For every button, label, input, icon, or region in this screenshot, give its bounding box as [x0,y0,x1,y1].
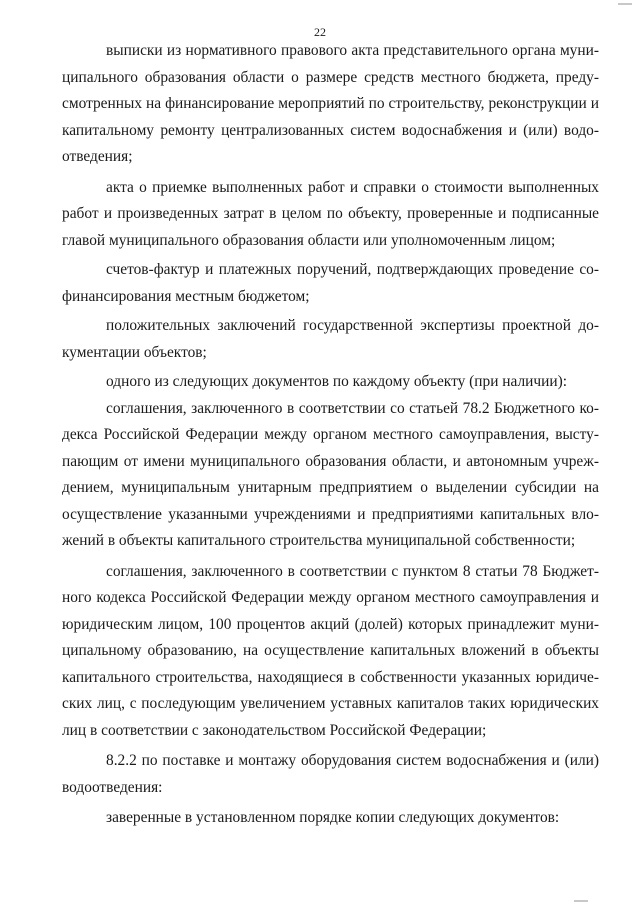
paragraph-invoices: счетов-фактур и платежных поручений, подтверждающих проведение софинансирования местным бюджетом; [62,261,599,305]
document-body [62,38,599,832]
paragraph-budget-extract: выписки из нормативного правового акта представительного органа муниципального образования области о размере средств местного бюджета, предусмотренных на финансирование мероприятий по строительству, реконструкции и капитальному ремонту централизованных систем водоснабжения и (или) водоотведения; [62,42,599,165]
paragraph-agreement-78-2: соглашения, заключенного в соответствии со статьей 78.2 Бюджетного кодекса Российской Федерации между органом местного самоуправления, выступающим от имени муниципального образования области, и автономным учреждением, муниципальным унитарным предприятием о выделении субсидии на осуществление указанными учреждениями и предприятиями капитальных вложений в объекты капитального строительства муниципальной собственности; [62,399,599,549]
paragraph-section-8-2-2: 8.2.2 по поставке и монтажу оборудования систем водоснабжения и (или) водоотведения: [62,752,599,796]
paragraph-certified-copies: заверенные в установленном порядке копии следующих документов: [106,809,560,826]
paragraph-expertise: положительных заключений государственной экспертизы проектной документации объектов; [62,317,599,361]
page-number: 22 [314,25,326,39]
paragraph-one-of-documents: одного из следующих документов по каждому объекту (при наличии): [106,373,568,390]
paragraph-agreement-78-8: соглашения, заключенного в соответствии с пунктом 8 статьи 78 Бюджетного кодекса Российской Федерации между органом местного самоуправления и юридическим лицом, 100 процентов акций (долей) которых принадлежит муниципальному образованию, на осуществление капитальных вложений в объекты капитального строительства, находящиеся в собственности указанных юридических лиц, с последующим увеличением уставных капиталов таких юридических лиц в соответствии с законодательством Российской Федерации; [62,562,599,739]
scan-mark [618,3,632,5]
scan-mark [574,900,588,902]
paragraph-acceptance-act: акта о приемке выполненных работ и справки о стоимости выполненных работ и произведенных затрат в целом по объекту, проверенные и подписанные главой муниципального образования области или уполномоченным лицом; [62,178,599,249]
